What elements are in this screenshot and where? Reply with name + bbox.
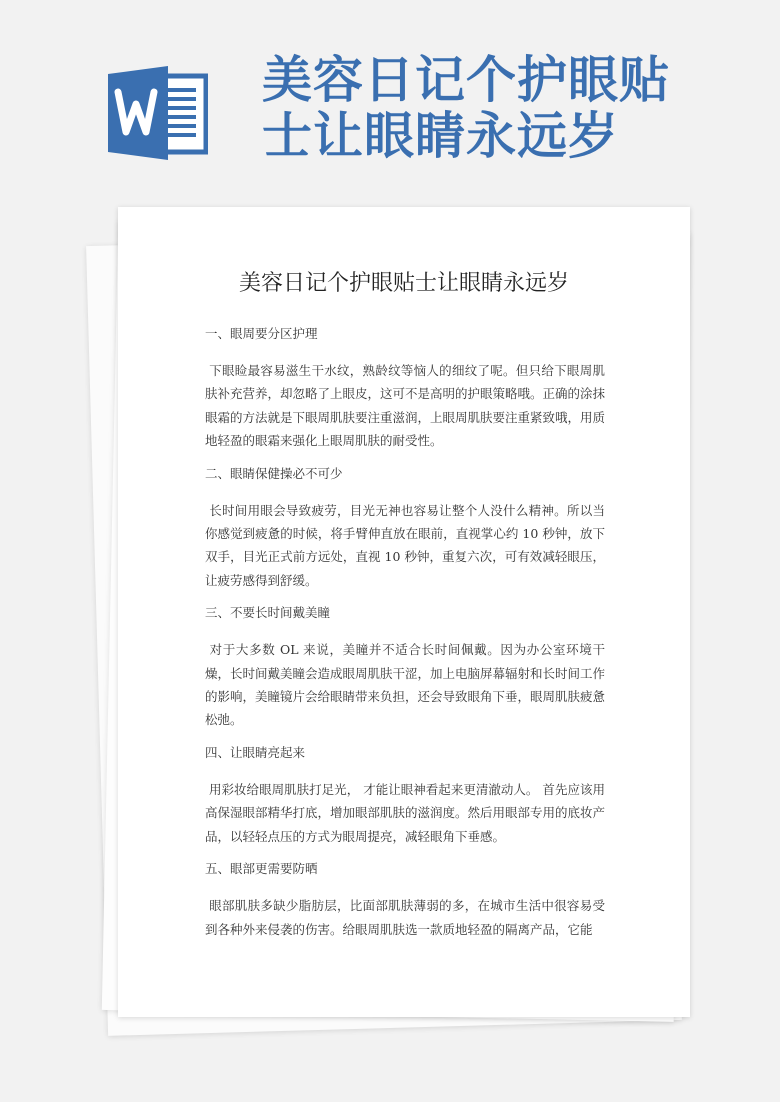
document-body bbox=[205, 325, 605, 953]
section-heading: 四、让眼睛亮起来 bbox=[205, 744, 306, 760]
document-title: 美容日记个护眼贴士让眼睛永远岁 bbox=[238, 271, 569, 296]
header-title-line1: 美容日记个护眼贴 bbox=[262, 51, 670, 109]
section-heading: 二、眼睛保健操必不可少 bbox=[205, 465, 343, 481]
header-title-line2: 士让眼睛永远岁 bbox=[262, 107, 619, 165]
document-section bbox=[205, 604, 605, 732]
document-section bbox=[205, 325, 605, 453]
section-heading: 三、不要长时间戴美瞳 bbox=[205, 605, 331, 621]
section-heading: 一、眼周要分区护理 bbox=[205, 326, 318, 341]
document-page bbox=[118, 207, 690, 1017]
document-section bbox=[205, 744, 605, 848]
section-paragraph: 用彩妆给眼周肌肤打足光， 才能让眼神看起来更清澈动人。 首先应该用高保湿眼部精华打底，增加眼部肌肤的滋润度。然后用眼部专用的底妆产品，以轻轻点压的方式为眼周提亮，减轻眼角下垂感。 bbox=[205, 781, 606, 844]
section-heading: 五、眼部更需要防晒 bbox=[205, 861, 318, 877]
section-paragraph: 对于大多数 OL 来说，美瞳并不适合长时间佩戴。因为办公室环境干燥，长时间戴美瞳会造成眼周肌肤干涩，加上电脑屏幕辐射和长时间工作的影响，美瞳镜片会给眼睛带来负担，还会导致眼角下垂，眼周肌肤疲惫松弛。 bbox=[205, 642, 606, 728]
document-section bbox=[205, 465, 605, 593]
document-section bbox=[205, 860, 605, 941]
section-paragraph: 长时间用眼会导致疲劳，目光无神也容易让整个人没什么精神。所以当你感觉到疲惫的时候，将手臂伸直放在眼前，直视掌心约 10 秒钟，放下双手，目光正式前方远处，直视 10 秒钟，重复六次，可有效减轻眼压，让疲劳感得到舒缓。 bbox=[205, 502, 605, 588]
section-paragraph: 下眼睑最容易滋生干水纹，熟龄纹等恼人的细纹了呢。但只给下眼周肌肤补充营养，却忽略了上眼皮，这可不是高明的护眼策略哦。正确的涂抹眼霜的方法就是下眼周肌肤要注重滋润，上眼周肌肤要注重紧致哦，用质地轻盈的眼霜来强化上眼周肌肤的耐受性。 bbox=[205, 363, 606, 449]
section-paragraph: 眼部肌肤多缺少脂肪层，比面部肌肤薄弱的多，在城市生活中很容易受到各种外来侵袭的伤害。给眼周肌肤选一款质地轻盈的隔离产品，它能 bbox=[205, 898, 605, 937]
